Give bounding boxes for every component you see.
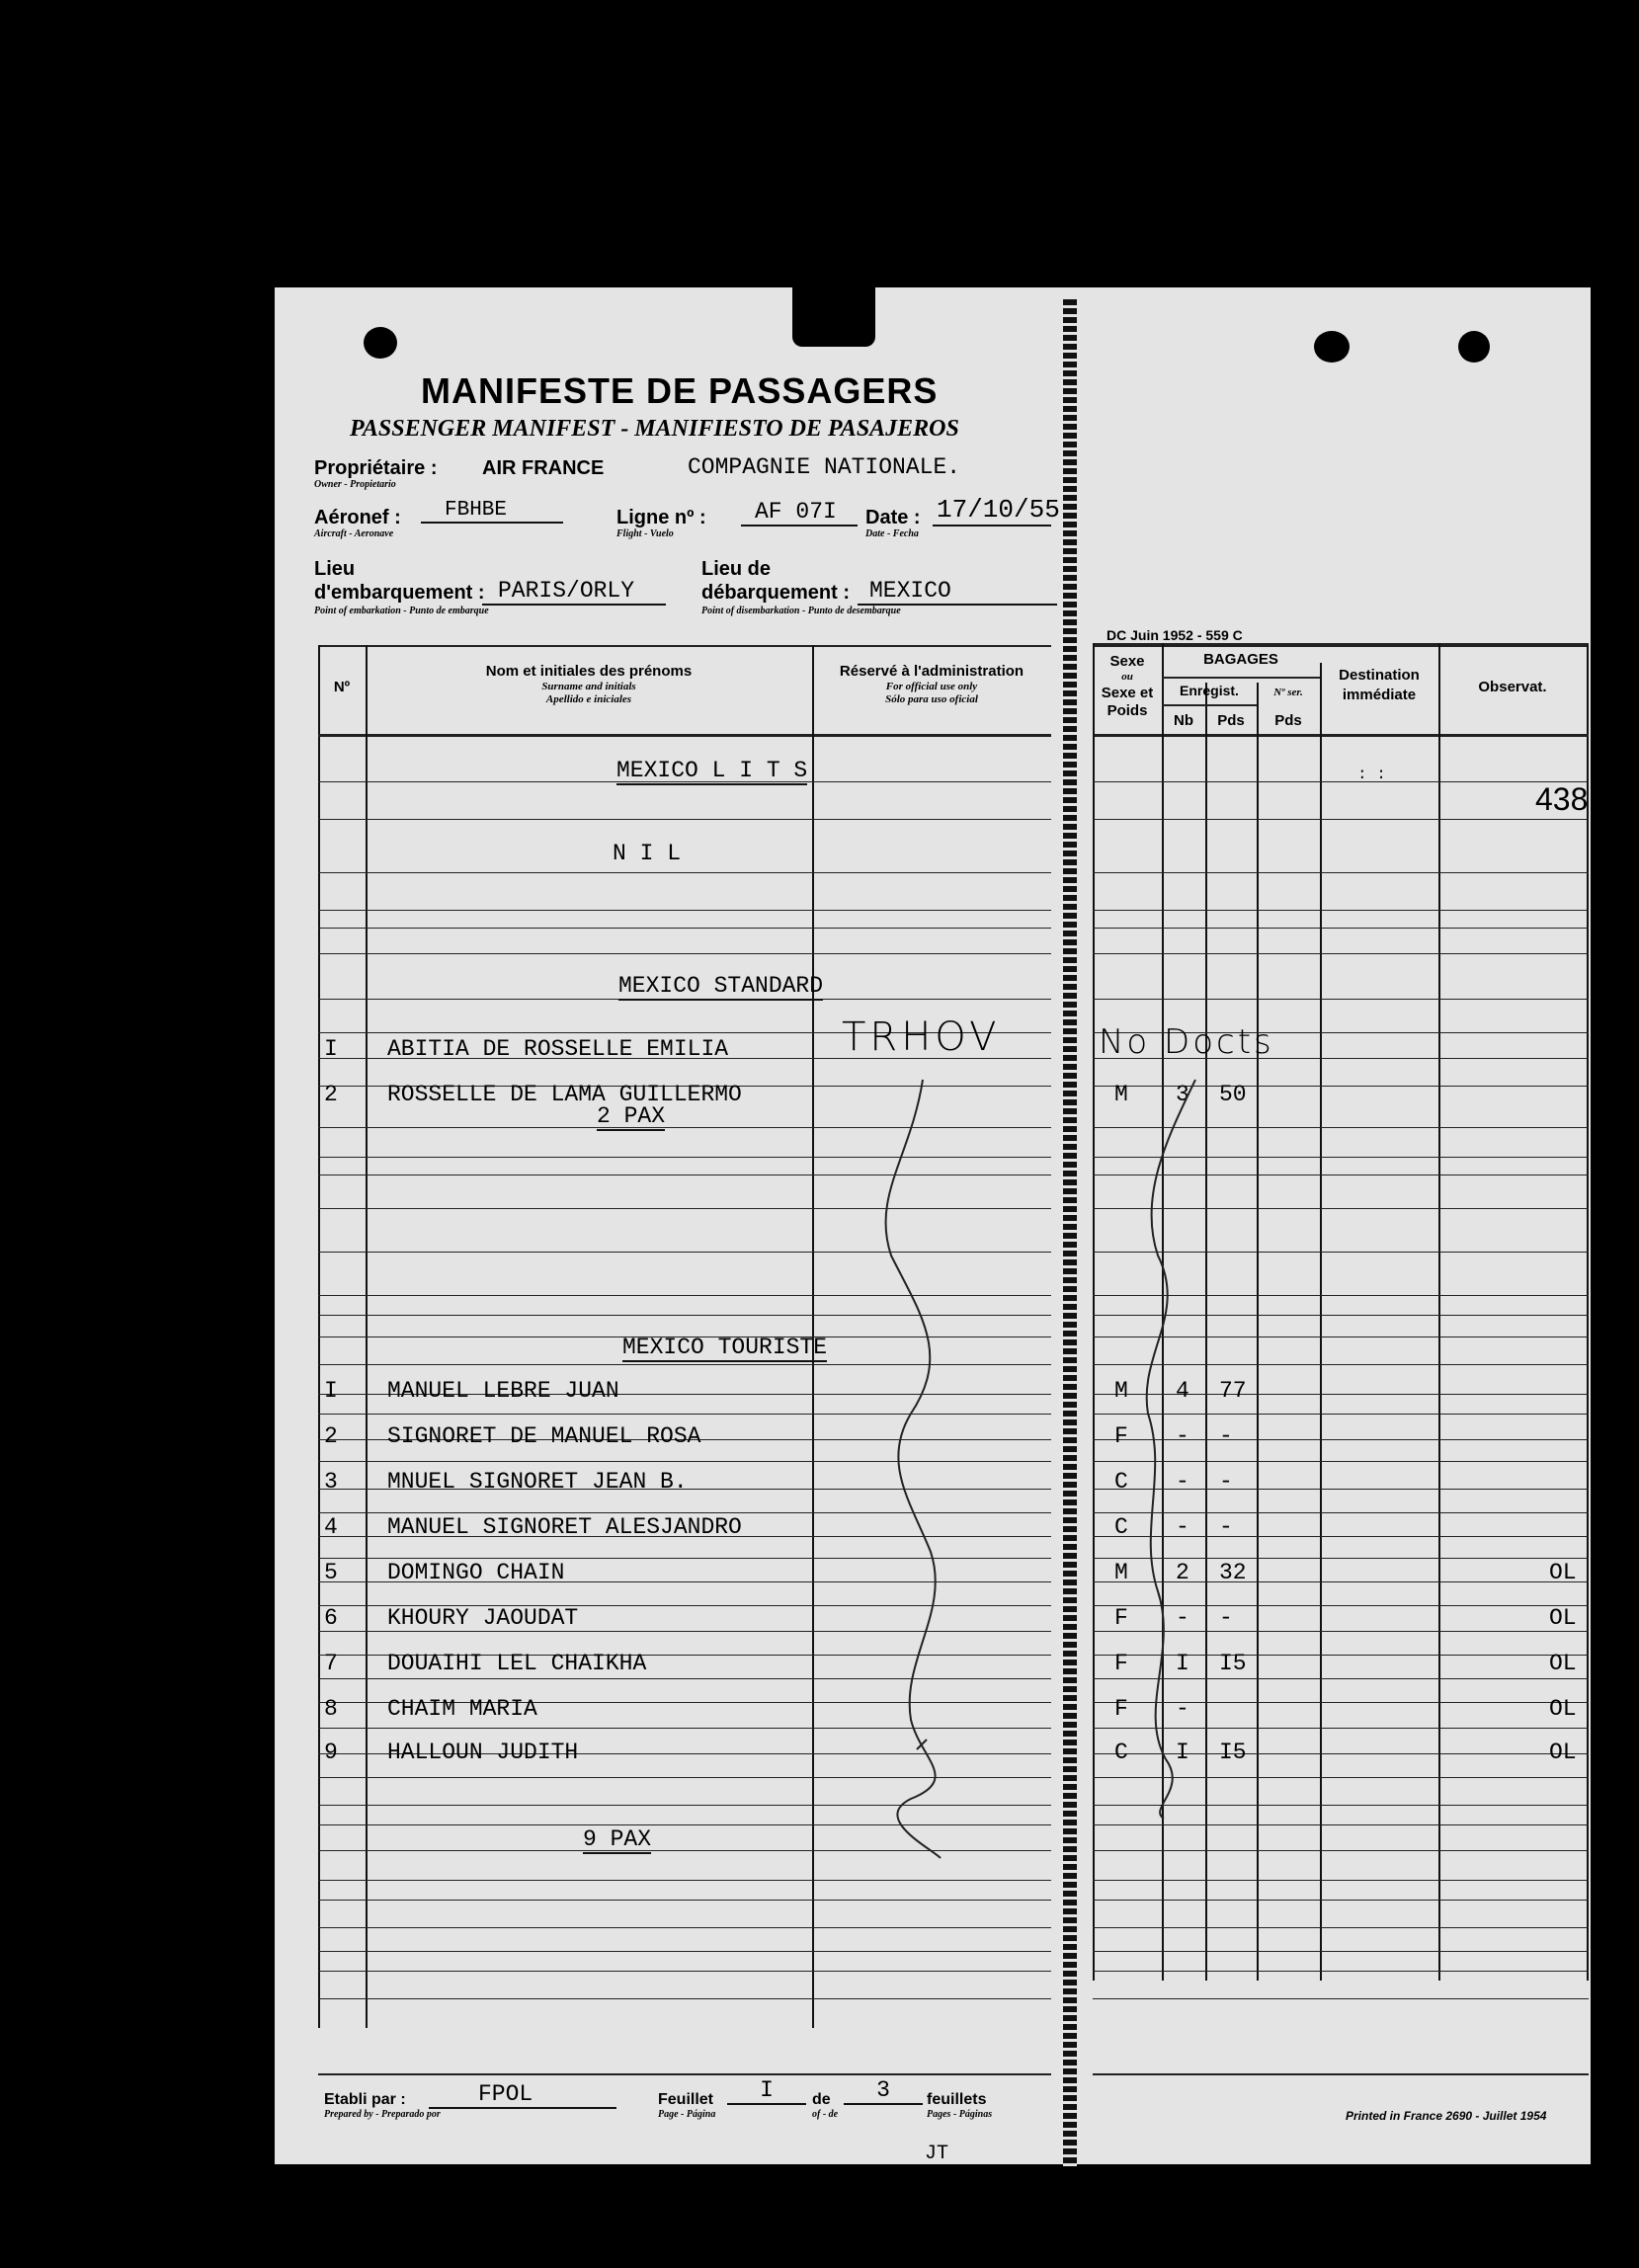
of-label: de [812,2091,831,2108]
baggage-count: I [1176,1651,1189,1676]
passenger-observation: OL [1549,1696,1577,1722]
section-heading-lits: MEXICO L I T S [616,758,808,783]
passenger-number: 7 [324,1651,338,1676]
col-enreg: Enregist. [1180,683,1239,698]
date-label: Date : [865,507,921,528]
col-pds-2: Pds [1274,712,1302,729]
passenger-name: ABITIA DE ROSSELLE EMILIA [387,1036,729,1062]
baggage-count: 2 [1176,1560,1189,1585]
embark-sublabel: Point of embarkation - Punto de embarque [314,606,489,616]
passenger-name: SIGNORET DE MANUEL ROSA [387,1423,701,1449]
baggage-count: - [1176,1423,1189,1449]
owner-printed-value: AIR FRANCE [482,457,605,479]
passenger-sex: F [1114,1605,1128,1631]
passenger-sex: M [1114,1560,1128,1585]
passenger-number: 2 [324,1082,338,1107]
prepared-label: Etabli par : [324,2091,406,2108]
passenger-number: 5 [324,1560,338,1585]
col-destination-2: immédiate [1342,687,1417,703]
sheet-value: I [727,2077,806,2105]
passenger-name: DOUAIHI LEL CHAIKHA [387,1651,647,1676]
col-name-sub-2: Apellido e iniciales [545,693,632,705]
owner-sublabel: Owner - Propietario [314,479,396,490]
punch-hole-right-1 [1314,331,1350,363]
passenger-name: KHOURY JAOUDAT [387,1605,579,1631]
col-admin-sub-2: Sólo para uso oficial [885,693,978,705]
col-sex-4: Poids [1106,702,1148,719]
passenger-sex: F [1114,1423,1128,1449]
footer [318,2073,1589,2165]
col-admin: Réservé à l'administration [839,663,1024,680]
baggage-count: - [1176,1469,1189,1495]
section-heading-nil: N I L [613,841,682,866]
col-bagages: BAGAGES [1203,651,1278,668]
section-heading-standard: MEXICO STANDARD [618,973,824,999]
aircraft-sublabel: Aircraft - Aeronave [314,528,394,539]
passenger-number: 9 [324,1740,338,1765]
of-sublabel: of - de [812,2109,839,2120]
baggage-weight: I5 [1219,1740,1247,1765]
date-value: 17/10/55 [933,495,1051,526]
baggage-weight: 50 [1219,1082,1247,1107]
col-nb: Nb [1174,712,1193,729]
passenger-name: MANUEL LEBRE JUAN [387,1378,619,1404]
disembark-sublabel: Point of disembarkation - Punto de desembarque [701,606,901,616]
baggage-weight: - [1219,1605,1233,1631]
flight-sublabel: Flight - Vuelo [616,528,674,539]
passenger-sex: C [1114,1514,1128,1540]
passenger-number: 4 [324,1514,338,1540]
pages-label: feuillets [927,2091,987,2108]
col-no: Nº [333,679,351,695]
flight-label: Ligne nº : [616,507,706,528]
passenger-sex: M [1114,1378,1128,1404]
disembark-value: MEXICO [858,578,1057,606]
aircraft-label: Aéronef : [314,507,401,528]
section-heading-touriste: MEXICO TOURISTE [622,1335,828,1360]
manifest-sheet [275,287,1591,2164]
punch-hole-left [364,327,397,359]
top-notch [792,287,875,347]
manifest-table [318,643,1589,2095]
footer-initials: JT [925,2143,949,2165]
date-sublabel: Date - Fecha [865,528,919,539]
baggage-weight: - [1219,1469,1233,1495]
passenger-number: 6 [324,1605,338,1631]
sheet-label: Feuillet [658,2091,714,2108]
section-total-touriste: 9 PAX [583,1826,652,1852]
handwritten-strokes [318,643,1589,2095]
baggage-weight: I5 [1219,1651,1247,1676]
passenger-observation: OL [1549,1560,1577,1585]
observation-note-438: 438 [1535,781,1589,817]
baggage-count: - [1176,1514,1189,1540]
baggage-weight: - [1219,1514,1233,1540]
prepared-value: FPOL [429,2081,616,2109]
printed-note: Printed in France 2690 - Juillet 1954 [1346,2109,1547,2123]
col-sex-3: Sexe et [1101,685,1154,701]
passenger-observation: OL [1549,1740,1577,1765]
passenger-sex: C [1114,1469,1128,1495]
prepared-sublabel: Prepared by - Preparado por [324,2109,441,2120]
punch-hole-right-2 [1458,331,1490,363]
passenger-observation: OL [1549,1651,1577,1676]
passenger-sex: F [1114,1696,1128,1722]
pages-sublabel: Pages - Páginas [927,2109,993,2120]
aircraft-value: FBHBE [421,499,563,524]
col-sex-2: ou [1121,671,1133,683]
passenger-name: MNUEL SIGNORET JEAN B. [387,1469,688,1495]
col-observations: Observat. [1478,679,1547,695]
passenger-name: DOMINGO CHAIN [387,1560,565,1585]
baggage-count: - [1176,1696,1189,1722]
col-sex-1: Sexe [1109,653,1145,670]
embark-label-2: d'embarquement : [314,582,485,604]
flight-value: AF 07I [741,499,858,526]
baggage-weight: - [1219,1423,1233,1449]
owner-typed-value: COMPAGNIE NATIONALE. [688,454,961,480]
handwritten-admin-note: TRHOV [842,1014,1001,1060]
of-value: 3 [844,2077,923,2105]
baggage-count: 3 [1176,1082,1189,1107]
section-total-standard: 2 PAX [597,1103,666,1129]
handwritten-sex-note: No Docts [1099,1022,1274,1062]
sheet-sublabel: Page - Página [658,2109,716,2120]
baggage-weight: 77 [1219,1378,1247,1404]
passenger-sex: C [1114,1740,1128,1765]
page-title: MANIFESTE DE PASSAGERS [421,370,939,411]
passenger-sex: M [1114,1082,1128,1107]
passenger-number: I [324,1036,338,1062]
passenger-number: 8 [324,1696,338,1722]
baggage-count: - [1176,1605,1189,1631]
page-subtitle: PASSENGER MANIFEST - MANIFIESTO DE PASAJEROS [350,416,959,442]
passenger-number: 2 [324,1423,338,1449]
passenger-name: ROSSELLE DE LAMA GUILLERMO [387,1082,742,1107]
owner-label: Propriétaire : [314,457,438,479]
col-admin-sub-1: For official use only [885,681,978,692]
col-pds: Pds [1217,712,1245,729]
passenger-name: MANUEL SIGNORET ALESJANDRO [387,1514,742,1540]
baggage-weight: 32 [1219,1560,1247,1585]
disembark-label-2: débarquement : [701,582,851,604]
passenger-name: CHAIM MARIA [387,1696,537,1722]
passenger-observation: OL [1549,1605,1577,1631]
destination-mark: : : [1357,766,1386,783]
passenger-name: HALLOUN JUDITH [387,1740,579,1765]
col-name: Nom et initiales des prénoms [485,663,693,680]
embark-label-1: Lieu [314,558,356,580]
passenger-number: 3 [324,1469,338,1495]
baggage-count: I [1176,1740,1189,1765]
passenger-sex: F [1114,1651,1128,1676]
col-destination-1: Destination [1339,667,1420,684]
baggage-count: 4 [1176,1378,1189,1404]
col-nser: Nº ser. [1273,687,1303,698]
passenger-number: I [324,1378,338,1404]
col-name-sub-1: Surname and initials [541,681,636,692]
disembark-label-1: Lieu de [701,558,772,580]
form-reference: DC Juin 1952 - 559 C [1106,627,1243,643]
embark-value: PARIS/ORLY [482,578,666,606]
